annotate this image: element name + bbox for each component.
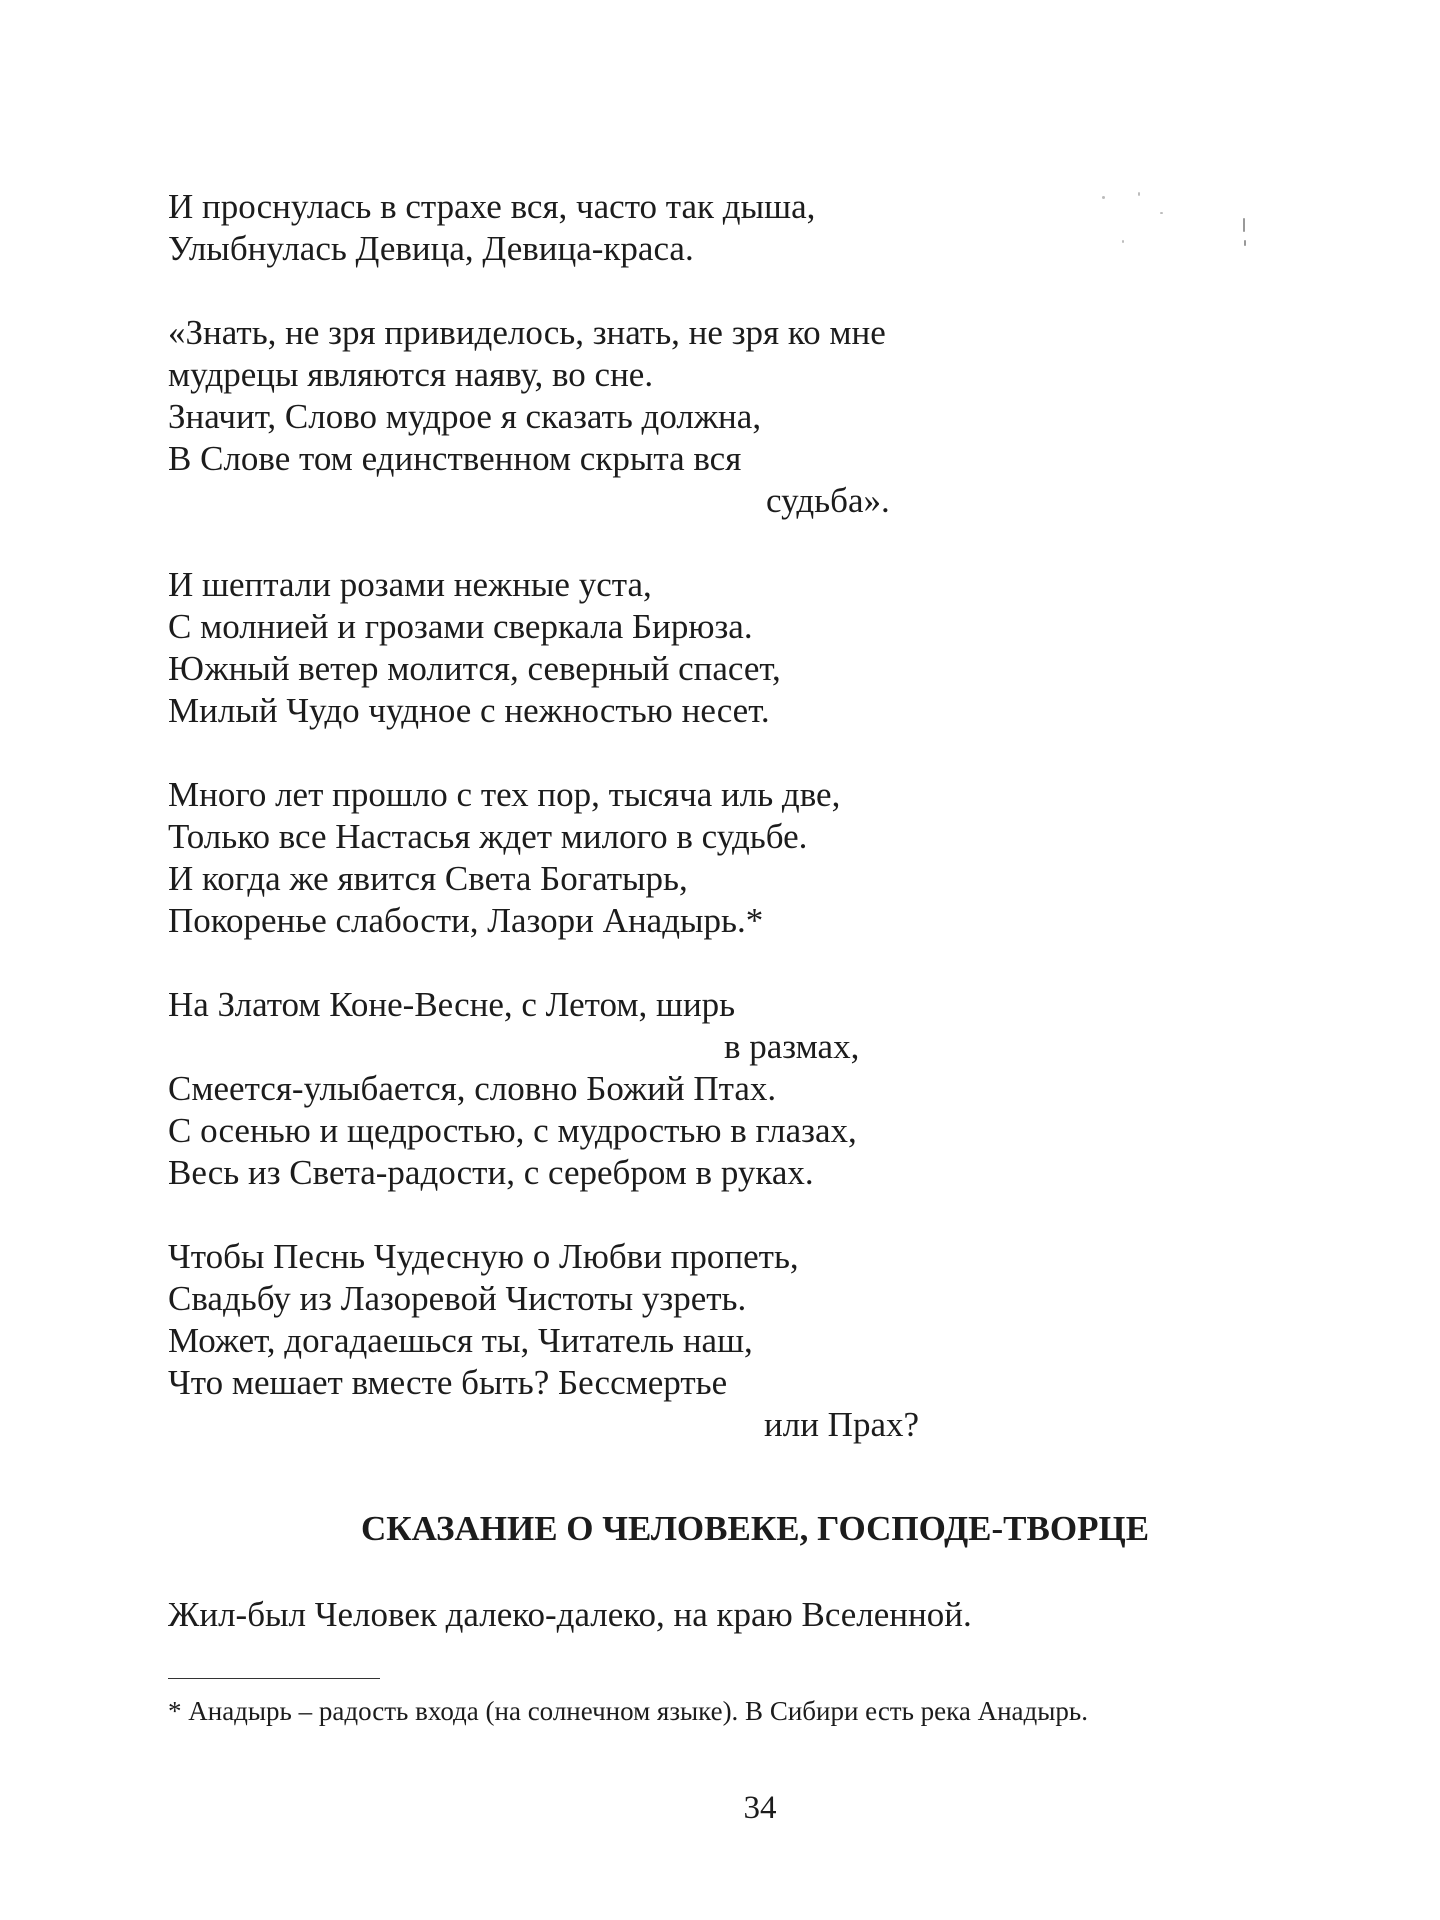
poem-line: Южный ветер молится, северный спасет, — [168, 649, 781, 688]
scan-speck — [1138, 192, 1140, 196]
poem-line: В Слове том единственном скрыта вся — [168, 439, 742, 478]
poem-line: Может, догадаешься ты, Читатель наш, — [168, 1321, 753, 1360]
poem — [168, 186, 1278, 1488]
scan-speck — [1243, 218, 1245, 232]
poem-line-continuation: или Прах? — [764, 1405, 920, 1444]
scan-speck — [1122, 240, 1124, 243]
poem-line: И шептали розами нежные уста, — [168, 565, 652, 604]
poem-line: Чтобы Песнь Чудесную о Любви пропеть, — [168, 1237, 799, 1276]
stanza-1 — [168, 186, 1278, 270]
poem-line: Много лет прошло с тех пор, тысяча иль две, — [168, 775, 841, 814]
stanza-3 — [168, 564, 1278, 732]
poem-line: И когда же явится Света Богатырь, — [168, 859, 688, 898]
stanza-2 — [168, 312, 1278, 522]
stanza-6 — [168, 1236, 1278, 1446]
poem-line: С осенью и щедростью, с мудростью в глазах, — [168, 1111, 857, 1150]
page-number: 34 — [743, 1790, 777, 1826]
poem-line: «Знать, не зря привиделось, знать, не зря ко мне — [168, 313, 886, 352]
poem-line: Милый Чудо чудное с нежностью несет. — [168, 691, 770, 730]
poem-line: Что мешает вместе быть? Бессмертье — [168, 1363, 728, 1402]
poem-line: Значит, Слово мудрое я сказать должна, — [168, 397, 762, 436]
poem-line: Только все Настасья ждет милого в судьбе. — [168, 817, 808, 856]
poem-line: С молнией и грозами сверкала Бирюза. — [168, 607, 753, 646]
scan-speck — [1102, 196, 1105, 199]
poem-line-continuation: в размах, — [724, 1027, 860, 1066]
footnote: * Анадырь – радость входа (на солнечном языке). В Сибири есть река Анадырь. — [168, 1696, 1088, 1726]
poem-line: И проснулась в страхе вся, часто так дыша, — [168, 187, 816, 226]
section-heading: СКАЗАНИЕ О ЧЕЛОВЕКЕ, ГОСПОДЕ-ТВОРЦЕ — [360, 1509, 1150, 1548]
stanza-4 — [168, 774, 1278, 942]
scan-speck — [1244, 240, 1246, 246]
prose-paragraph: Жил-был Человек далеко-далеко, на краю Вселенной. — [168, 1595, 972, 1634]
poem-line: На Златом Коне-Весне, с Летом, ширь — [168, 985, 736, 1024]
poem-line: Улыбнулась Девица, Девица-краса. — [168, 229, 694, 268]
scan-speck — [1160, 212, 1163, 214]
poem-line: Смеется-улыбается, словно Божий Птах. — [168, 1069, 777, 1108]
poem-line: Весь из Света-радости, с серебром в руках. — [168, 1153, 814, 1192]
poem-line: Свадьбу из Лазоревой Чистоты узреть. — [168, 1279, 747, 1318]
stanza-5 — [168, 984, 1278, 1194]
footnote-divider — [168, 1678, 380, 1679]
poem-line: Покоренье слабости, Лазори Анадырь.* — [168, 901, 764, 940]
poem-line-continuation: судьба». — [766, 481, 890, 520]
poem-line: мудрецы являются наяву, во сне. — [168, 355, 654, 394]
